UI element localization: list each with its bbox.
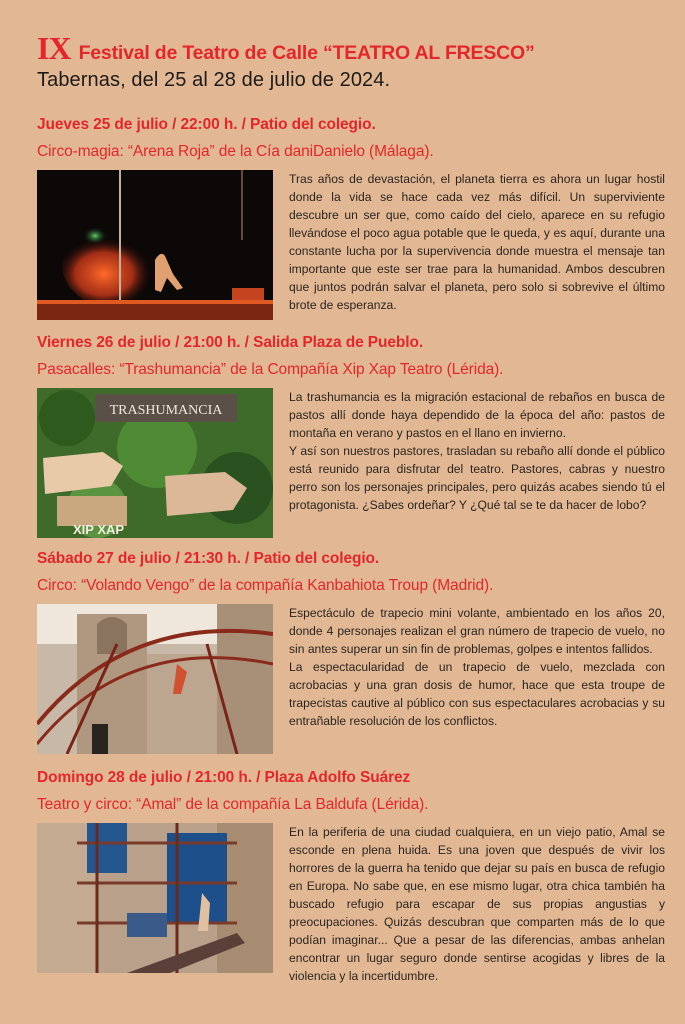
festival-edition: IX [37, 30, 71, 66]
event-heading: Jueves 25 de julio / 22:00 h. / Patio del colegio. [37, 116, 376, 133]
event-photo-trashumancia [37, 388, 273, 538]
event-jueves [37, 116, 667, 320]
event-show: Pasacalles: “Trashumancia” de la Compañía Xip Xap Teatro (Lérida). [37, 361, 504, 378]
event-show: Circo-magia: “Arena Roja” de la Cía daniDanielo (Málaga). [37, 143, 434, 160]
event-show: Teatro y circo: “Amal” de la compañía La Baldufa (Lérida). [37, 796, 429, 813]
event-paragraph: Espectáculo de trapecio mini volante, ambientado en los años 20, donde 4 personajes realizan el gran número de trapecio de vuelo, no sin antes superar un sin fin de problemas, golpes e intentos fallidos. [289, 606, 665, 656]
event-photo-volando-vengo [37, 604, 273, 754]
event-photo-amal [37, 823, 273, 973]
event-paragraph: Tras años de devastación, el planeta tierra es ahora un lugar hostil donde la vida se hace cada vez más difícil. Un superviviente descubre un ser que, como caído del cielo, aparece en su refugio llevándose el poco agua potable que le queda, y es aquí, durante una constante lucha por la supervivencia donde muestra el mensaje tan importante que este ser trae para la humanidad. Ambos descubren que juntos podrán salvar el planeta, pero solo si sobrevive el último brote de esperanza. [289, 172, 665, 312]
event-description [289, 388, 665, 538]
event-heading: Sábado 27 de julio / 21:30 h. / Patio del colegio. [37, 550, 380, 567]
festival-header [37, 30, 667, 92]
event-heading: Domingo 28 de julio / 21:00 h. / Plaza Adolfo Suárez [37, 769, 411, 786]
event-description [289, 823, 665, 985]
event-paragraph: En la periferia de una ciudad cualquiera, en un viejo patio, Amal se esconde en plena huida. Es una joven que después de vivir los horrores de la guerra ha tenido que dejar su país en busca de refugio en Europa. No sabe que, en ese mismo lugar, otra chica también ha buscado refugio para escapar de sus propias angustias y preocupaciones. Quizás descubran que comparten más de lo que podían imaginar... Que a pesar de las diferencias, ambas anhelan encontrar un lugar seguro donde sentirse acogidas y libres de la violencia y la incertidumbre. [289, 825, 665, 983]
event-heading: Viernes 26 de julio / 21:00 h. / Salida Plaza de Pueblo. [37, 334, 424, 351]
photo-sign-text: TRASHUMANCIA [109, 403, 223, 418]
event-paragraph: La espectacularidad de un trapecio de vuelo, mezclada con acrobacias y una gran dosis de humor, hace que esta troupe de trapecistas cautive al público con sus espectaculares acrobacias y su entrañable resolución de los conflictos. [289, 660, 665, 728]
festival-title-line [37, 30, 667, 67]
event-viernes [37, 334, 667, 538]
festival-subtitle: Tabernas, del 25 al 28 de julio de 2024. [37, 69, 391, 91]
photo-mark-text: XIP XAP [73, 522, 125, 537]
event-domingo [37, 769, 667, 985]
event-show: Circo: “Volando Vengo” de la compañía Kanbahiota Troup (Madrid). [37, 577, 494, 594]
festival-title: Festival de Teatro de Calle “TEATRO AL FRESCO” [78, 42, 535, 64]
event-description [289, 604, 665, 754]
event-description [289, 170, 665, 320]
event-sabado [37, 550, 667, 754]
event-photo-arena-roja [37, 170, 273, 320]
event-paragraph: Y así son nuestros pastores, trasladan su rebaño allí donde el público está reunido para disfrutar del teatro. Pastores, cabras y nuestro perro son los personajes principales, pero quizás acabes siendo tú el protagonista. ¿Sabes ordeñar? Y ¿Qué tal se te da hacer de lobo? [289, 444, 665, 512]
event-paragraph: La trashumancia es la migración estacional de rebaños en busca de pastos allí donde haya dependido de la época del año: pastos de montaña en verano y pastos en el llano en invierno. [289, 390, 665, 440]
